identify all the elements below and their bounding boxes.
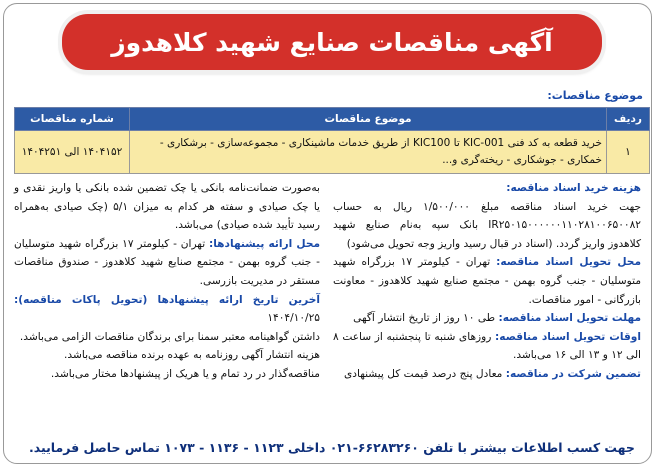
contact-footer: جهت کسب اطلاعات بیشتر با تلفن ۶۶۲۸۳۲۶۰-۰۲۱ داخلی ۱۱۲۳ - ۱۱۳۶ - ۱۰۷۳ تماس حاصل فرمایید. (29, 440, 635, 455)
header-tender-number: شماره مناقصات (15, 108, 130, 131)
table-header-row (15, 108, 650, 131)
header-subject: موضوع مناقصات (130, 108, 607, 131)
purchase-text: جهت خرید اسناد مناقصه مبلغ ۱/۵۰۰/۰۰۰ ریال به حساب IR۲۵۰۱۵۰۰۰۰۰۰۱۱۰۲۸۱۰۰۶۵۰۰۸۲ بانک سپه به‌نام صنایع شهید کلاهدوز واریز گردد. (اسناد در قبال رسید واریز وجه تحویل می‌شود) (333, 200, 641, 250)
purchase-heading: هزینه خرید اسناد مناقصه: (506, 182, 641, 194)
delivery-text: تهران - کیلومتر ۱۷ بزرگراه شهید متوسلیان - جنب گروه بهمن - مجتمع صنایع شهید کلاهدوز - معاونت بازرگانی - امور مناقصات. (333, 256, 641, 306)
guarantee-continued: به‌صورت ضمانت‌نامه بانکی یا چک تضمین شده بانکی یا واریز نقدی و یا چک صیادی و سفته هر کدام به میزان ۵/۱ (چک صیادی به‌همراه رسید تأیید شده صیادی) می‌باشد. (14, 182, 321, 232)
subject-label: موضوع مناقصات: (547, 89, 643, 102)
guarantee-text: معادل پنج درصد قیمت کل پیشنهادی (343, 367, 503, 380)
ad-title: آگهی مناقصات صنایع شهید کلاهدوز (111, 27, 553, 57)
ad-frame (3, 3, 652, 464)
last-date-heading: آخرین تاریخ ارائه پیشنهادها (تحویل پاکات مناقصه): (14, 293, 320, 306)
hours-text: روزهای شنبه تا پنجشنبه از ساعت ۸ الی ۱۲ و ۱۳ الی ۱۶ می‌باشد. (333, 330, 641, 362)
right-column (333, 179, 641, 384)
guarantee-heading: تضمین شرکت در مناقصه: (505, 367, 641, 380)
left-column (14, 179, 320, 384)
cell-row-number: ۱ (607, 131, 650, 174)
submit-heading: محل ارائه پیشنهادها: (208, 237, 321, 250)
last-date-value: ۱۴۰۴/۱۰/۲۵ (267, 312, 320, 325)
header-row-number: ردیف (607, 108, 650, 131)
title-banner (62, 14, 602, 70)
deadline-text: طی ۱۰ روز از تاریخ انتشار آگهی (353, 312, 496, 325)
cell-tender-number: ۱۴۰۴۱۵۲ الی ۱۴۰۴۲۵۱ (15, 131, 130, 174)
hours-heading: اوقات تحویل اسناد مناقصه: (495, 330, 641, 343)
cell-subject: خرید قطعه به کد فنی KIC-001 تا KIC100 از طریق خدمات ماشینکاری - مجموعه‌سازی - برشکاری - خمکاری - جوشکاری - ریخته‌گری و... (130, 131, 607, 174)
certificate-text: داشتن گواهینامه معتبر سمنا برای برندگان مناقصات الزامی می‌باشد. (19, 330, 320, 343)
cost-text: هزینه انتشار آگهی روزنامه به عهده برنده مناقصه می‌باشد. (64, 349, 320, 362)
submit-text: تهران - کیلومتر ۱۷ بزرگراه شهید متوسلیان - جنب گروه بهمن - مجتمع صنایع شهید کلاهدوز - صندوق مناقصات مستقر در مدیریت بازرسی. (14, 237, 320, 287)
delivery-heading: محل تحویل اسناد مناقصه: (496, 256, 642, 269)
tenders-table (14, 107, 650, 174)
table-row (15, 131, 650, 174)
reject-text: مناقصه‌گذار در رد تمام و یا هریک از پیشنهادها مختار می‌باشد. (50, 367, 320, 380)
deadline-heading: مهلت تحویل اسناد مناقصه: (498, 312, 641, 325)
